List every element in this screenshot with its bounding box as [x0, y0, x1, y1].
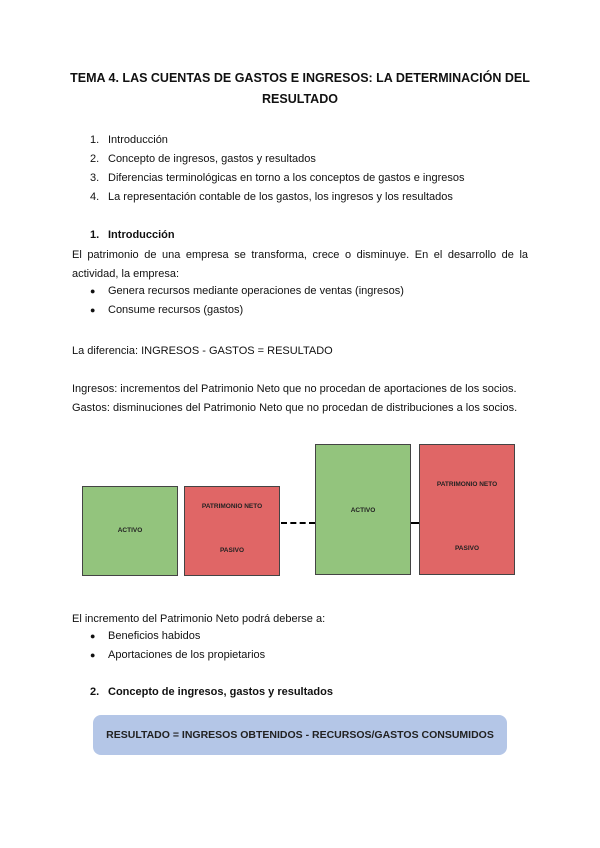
- toc-item: [90, 191, 453, 203]
- toc-label: La representación contable de los gastos, los ingresos y los resultados: [108, 191, 453, 203]
- bullet-icon: ●: [90, 631, 96, 641]
- increment-paragraph: El incremento del Patrimonio Neto podrá deberse a:: [72, 613, 326, 625]
- right-activo-box: [315, 444, 411, 575]
- section-number: 1.: [90, 229, 100, 241]
- intro-paragraph: El patrimonio de una empresa se transforma, crece o disminuye. En el desarrollo de la actividad, la empresa:: [72, 249, 528, 280]
- right-patrimonio-label: PATRIMONIO NETO: [436, 481, 498, 488]
- list-item-text: Aportaciones de los propietarios: [108, 649, 266, 661]
- list-item-text: Beneficios habidos: [108, 630, 201, 642]
- dashed-connector-right: [411, 522, 419, 524]
- gastos-definition: Gastos: disminuciones del Patrimonio Neto que no procedan de distribuciones a los socios.: [72, 402, 518, 414]
- resultado-formula-box: [93, 715, 507, 755]
- left-patrimonio-label: PATRIMONIO NETO: [201, 503, 263, 510]
- toc-label: Diferencias terminológicas en torno a los conceptos de gastos e ingresos: [108, 172, 465, 184]
- toc-label: Introducción: [108, 134, 168, 146]
- left-pasivo-label: PASIVO: [219, 547, 245, 554]
- toc-number: 3.: [90, 172, 100, 184]
- left-patrimonio-pasivo-box: [184, 486, 280, 576]
- toc-item: [90, 134, 168, 146]
- toc-item: [90, 172, 464, 184]
- bullet-icon: ●: [90, 650, 96, 660]
- ingresos-definition: Ingresos: incrementos del Patrimonio Neto que no procedan de aportaciones de los socios.: [72, 383, 517, 395]
- page-title: [60, 68, 540, 110]
- right-patrimonio-pasivo-box: [419, 444, 515, 575]
- list-item-text: Consume recursos (gastos): [108, 304, 244, 316]
- list-item-text: Genera recursos mediante operaciones de ventas (ingresos): [108, 285, 404, 297]
- list-item: [90, 630, 200, 642]
- title-line-1: TEMA 4. LAS CUENTAS DE GASTOS E INGRESOS: LA DETERMINACIÓN DEL: [70, 71, 530, 85]
- section-2-heading: [90, 686, 333, 698]
- right-activo-label: ACTIVO: [350, 507, 376, 514]
- section-number: 2.: [90, 686, 100, 698]
- toc-item: [90, 153, 316, 165]
- right-pasivo-label: PASIVO: [454, 545, 480, 552]
- bullet-icon: ●: [90, 286, 96, 296]
- dashed-connector-left: [281, 522, 315, 524]
- title-line-2: RESULTADO: [262, 92, 338, 106]
- toc-number: 1.: [90, 134, 100, 146]
- toc-number: 4.: [90, 191, 100, 203]
- resultado-formula-text: RESULTADO = INGRESOS OBTENIDOS - RECURSOS/GASTOS CONSUMIDOS: [106, 729, 494, 741]
- list-item: [90, 304, 243, 316]
- left-activo-box: [82, 486, 178, 576]
- section-title: Introducción: [108, 229, 175, 241]
- list-item: [90, 285, 404, 297]
- toc-label: Concepto de ingresos, gastos y resultados: [108, 153, 316, 165]
- section-title: Concepto de ingresos, gastos y resultados: [108, 686, 333, 698]
- left-activo-label: ACTIVO: [117, 527, 143, 534]
- toc-number: 2.: [90, 153, 100, 165]
- list-item: [90, 649, 265, 661]
- difference-formula-text: La diferencia: INGRESOS - GASTOS = RESULTADO: [72, 345, 333, 357]
- section-1-heading: [90, 229, 175, 241]
- bullet-icon: ●: [90, 305, 96, 315]
